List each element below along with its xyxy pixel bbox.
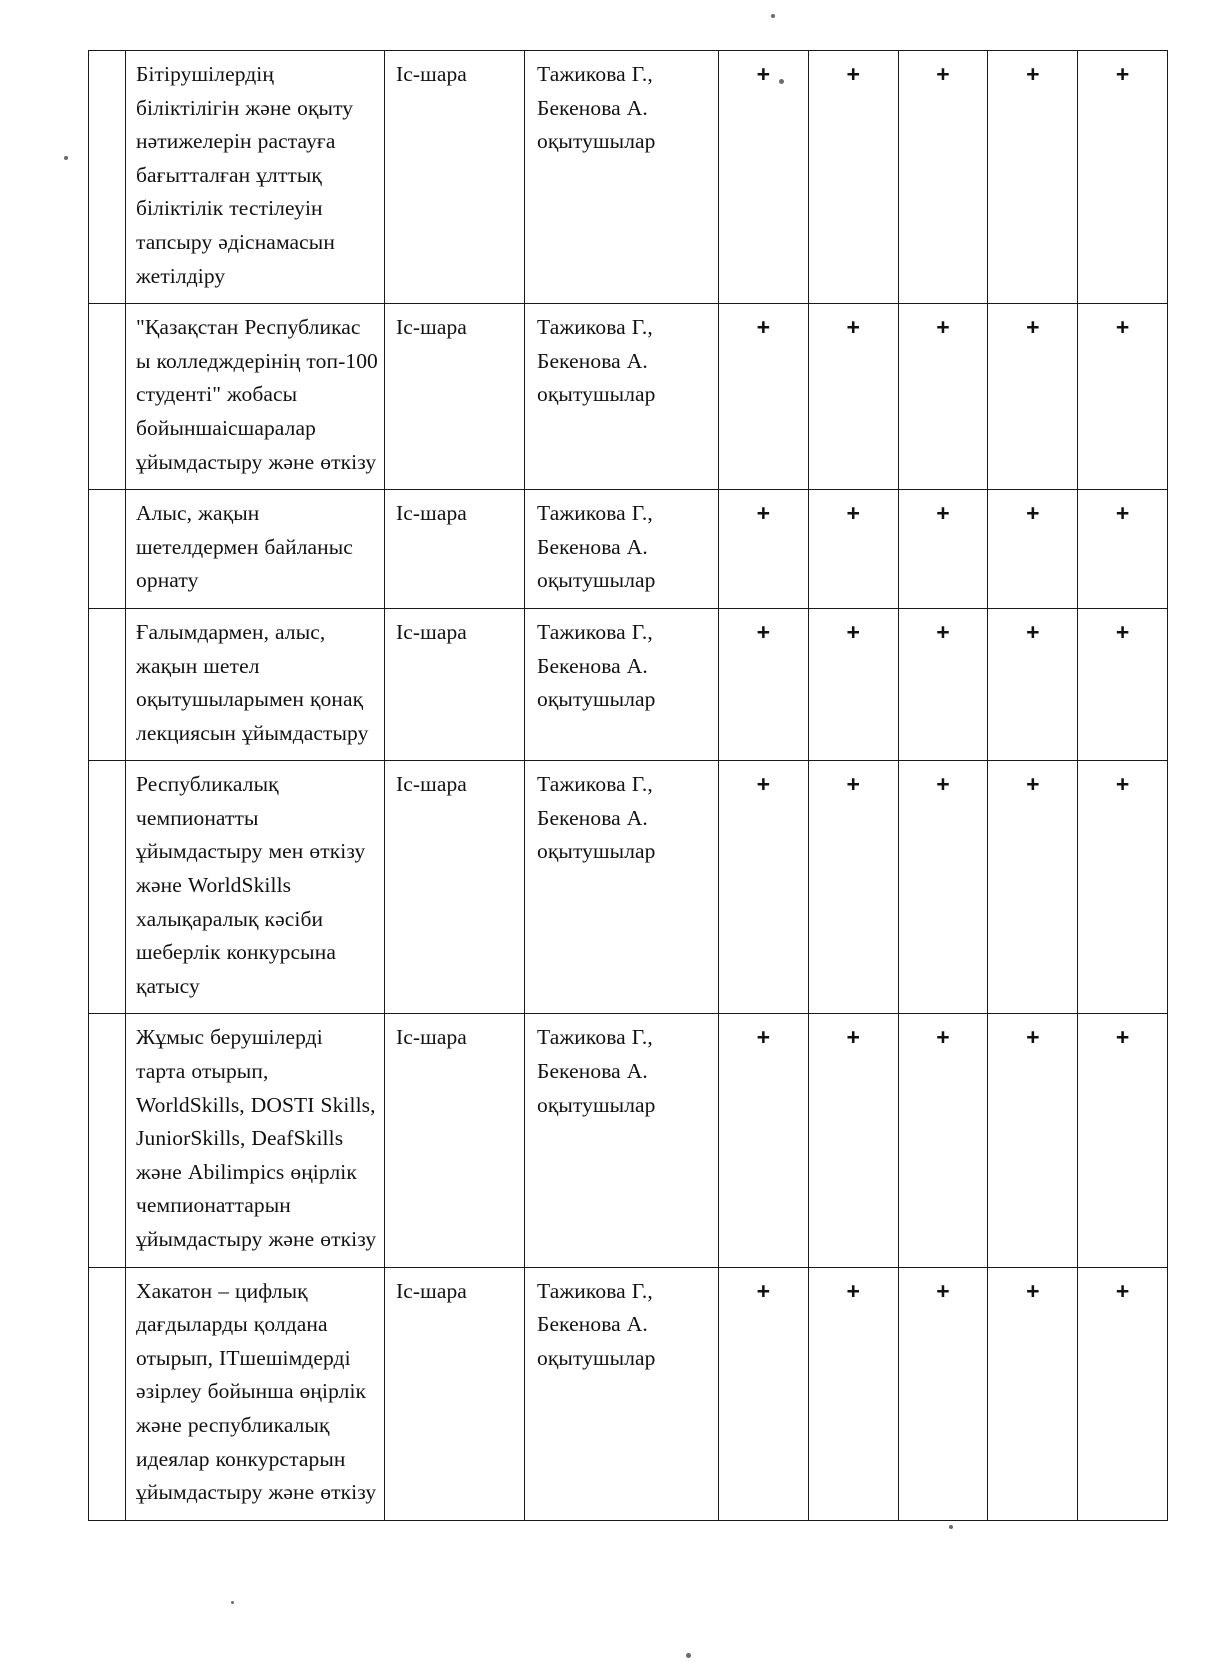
activity-type: Іс-шара <box>396 315 467 340</box>
responsible-persons: Тажикова Г., Бекенова А. оқытушылар <box>537 1278 656 1370</box>
mark-symbol: + <box>1026 1277 1040 1304</box>
mark-symbol: + <box>846 61 860 87</box>
mark-cell <box>1078 304 1168 490</box>
mark-cell <box>988 51 1078 304</box>
table-body <box>89 51 1168 1521</box>
row-number <box>89 609 125 626</box>
activity-cell <box>126 608 385 760</box>
row-number-cell <box>89 1267 126 1520</box>
mark-cell <box>808 1014 898 1267</box>
mark-symbol: + <box>936 1277 950 1304</box>
type-cell <box>385 761 525 1014</box>
activity-cell <box>126 51 385 304</box>
activity-type: Іс-шара <box>396 501 467 526</box>
table-row <box>89 1014 1168 1267</box>
row-number-cell <box>89 1014 126 1267</box>
mark-symbol: + <box>1026 618 1040 645</box>
mark-cell <box>719 1014 809 1267</box>
activity-description: Хакатон – цифлық дағдыларды қолдана отырып, ITшешімдерді әзірлеу бойынша өңірлік және республикалық идеялар конкурстарын ұйымдастыру және өткізу <box>136 1278 377 1505</box>
mark-cell <box>898 1267 988 1520</box>
mark-cell <box>898 608 988 760</box>
mark-symbol: + <box>936 771 950 798</box>
scan-speck <box>949 1525 953 1529</box>
type-cell <box>385 51 525 304</box>
activity-cell <box>126 1014 385 1267</box>
responsible-cell <box>525 1014 719 1267</box>
row-number <box>89 51 125 68</box>
mark-cell <box>988 304 1078 490</box>
mark-symbol: + <box>756 314 771 341</box>
mark-cell <box>719 761 809 1014</box>
mark-cell <box>808 761 898 1014</box>
activity-description: Бітірушілердің біліктілігін және оқыту нәтижелерін растауға бағытталған ұлттық біліктілік тестілеуін тапсыру әдіснамасын жетілдіру <box>136 62 354 288</box>
activity-description: Жұмыс берушілерді тарта отырып, WorldSkills, DOSTI Skills, JuniorSkills, DeafSkills және Abilimpics өңірлік чемпионаттарын ұйымдастыру және өткізу <box>136 1025 377 1251</box>
mark-cell <box>719 608 809 760</box>
row-number-cell <box>89 490 126 609</box>
mark-symbol: + <box>936 314 950 341</box>
row-number <box>89 1014 125 1031</box>
responsible-cell <box>525 761 719 1014</box>
responsible-persons: Тажикова Г., Бекенова А. оқытушылар <box>537 1025 656 1117</box>
mark-symbol: + <box>1026 771 1040 798</box>
activity-type: Іс-шара <box>396 619 467 644</box>
responsible-persons: Тажикова Г., Бекенова А. оқытушылар <box>537 772 656 864</box>
mark-symbol: + <box>846 1024 860 1051</box>
activity-description: "Қазақстан Республикас ы колледждерінің топ-100 студенті" жобасы бойыншаісшаралар ұйымдастыру және өткізу <box>136 315 378 474</box>
mark-cell <box>988 490 1078 609</box>
mark-cell <box>988 761 1078 1014</box>
mark-symbol: + <box>936 618 950 645</box>
mark-symbol: + <box>936 1024 950 1051</box>
mark-cell <box>719 51 809 304</box>
table-row <box>89 761 1168 1014</box>
mark-symbol: + <box>756 1024 771 1051</box>
type-cell <box>385 1014 525 1267</box>
mark-cell <box>1078 761 1168 1014</box>
mark-symbol: + <box>1115 500 1130 527</box>
mark-symbol: + <box>1115 61 1130 87</box>
mark-cell <box>988 608 1078 760</box>
mark-symbol: + <box>756 1277 771 1304</box>
row-number-cell <box>89 304 126 490</box>
mark-cell <box>1078 1267 1168 1520</box>
activity-description: Ғалымдармен, алыс, жақын шетел оқытушыларымен қонақ лекциясын ұйымдастыру <box>136 619 369 745</box>
mark-cell <box>1078 490 1168 609</box>
responsible-cell <box>525 490 719 609</box>
activity-plan-table <box>88 50 1168 1521</box>
mark-symbol: + <box>1115 1024 1130 1051</box>
mark-symbol: + <box>846 314 860 341</box>
activity-cell <box>126 761 385 1014</box>
mark-symbol: + <box>846 618 860 645</box>
mark-cell <box>808 51 898 304</box>
mark-symbol: + <box>1026 61 1040 87</box>
activity-type: Іс-шара <box>396 1278 467 1303</box>
mark-cell <box>898 1014 988 1267</box>
table-row <box>89 490 1168 609</box>
table-row <box>89 608 1168 760</box>
mark-cell <box>1078 51 1168 304</box>
mark-cell <box>719 1267 809 1520</box>
mark-symbol: + <box>846 1277 860 1304</box>
mark-cell <box>898 304 988 490</box>
mark-cell <box>808 1267 898 1520</box>
activity-description: Алыс, жақын шетелдермен байланыс орнату <box>136 501 353 593</box>
scan-speck <box>64 156 68 160</box>
type-cell <box>385 1267 525 1520</box>
mark-cell <box>898 490 988 609</box>
row-number <box>89 304 125 321</box>
responsible-cell <box>525 608 719 760</box>
mark-symbol: + <box>846 500 860 527</box>
row-number <box>89 490 125 507</box>
mark-cell <box>808 490 898 609</box>
mark-symbol: + <box>756 500 771 527</box>
mark-symbol: + <box>756 61 771 87</box>
activity-type: Іс-шара <box>396 772 467 797</box>
row-number <box>89 1268 125 1285</box>
responsible-persons: Тажикова Г., Бекенова А. оқытушылар <box>537 315 656 407</box>
mark-symbol: + <box>936 500 950 527</box>
mark-cell <box>719 304 809 490</box>
scan-speck <box>771 14 775 18</box>
scan-speck <box>231 1601 234 1604</box>
mark-symbol: + <box>1115 1277 1130 1304</box>
responsible-cell <box>525 51 719 304</box>
table-row <box>89 304 1168 490</box>
responsible-persons: Тажикова Г., Бекенова А. оқытушылар <box>537 501 656 593</box>
row-number-cell <box>89 608 126 760</box>
responsible-persons: Тажикова Г., Бекенова А. оқытушылар <box>537 619 656 712</box>
mark-symbol: + <box>846 771 860 798</box>
mark-symbol: + <box>1115 618 1130 645</box>
activity-cell <box>126 304 385 490</box>
activity-cell <box>126 1267 385 1520</box>
mark-cell <box>988 1014 1078 1267</box>
responsible-persons: Тажикова Г., Бекенова А. оқытушылар <box>537 62 656 154</box>
mark-symbol: + <box>936 61 950 87</box>
responsible-cell <box>525 1267 719 1520</box>
mark-cell <box>808 608 898 760</box>
activity-type: Іс-шара <box>396 62 467 86</box>
scan-speck <box>686 1653 691 1658</box>
mark-cell <box>988 1267 1078 1520</box>
mark-cell <box>898 761 988 1014</box>
mark-cell <box>719 490 809 609</box>
type-cell <box>385 608 525 760</box>
mark-symbol: + <box>1026 1024 1040 1051</box>
activity-description: Республикалық чемпионатты ұйымдастыру мен өткізу және WorldSkills халықаралық кәсіби шеберлік конкурсына қатысу <box>136 772 366 998</box>
type-cell <box>385 490 525 609</box>
mark-cell <box>898 51 988 304</box>
row-number <box>89 761 125 778</box>
mark-symbol: + <box>1115 314 1130 341</box>
table-row <box>89 1267 1168 1520</box>
row-number-cell <box>89 761 126 1014</box>
row-number-cell <box>89 51 126 304</box>
responsible-cell <box>525 304 719 490</box>
activity-type: Іс-шара <box>396 1025 467 1050</box>
table-row <box>89 51 1168 304</box>
mark-symbol: + <box>756 771 771 798</box>
mark-symbol: + <box>1026 314 1040 341</box>
mark-cell <box>1078 608 1168 760</box>
mark-symbol: + <box>1115 771 1130 798</box>
type-cell <box>385 304 525 490</box>
mark-symbol: + <box>1026 500 1040 527</box>
mark-cell <box>1078 1014 1168 1267</box>
scan-speck <box>779 79 784 84</box>
mark-cell <box>808 304 898 490</box>
activity-cell <box>126 490 385 609</box>
mark-symbol: + <box>756 618 771 645</box>
